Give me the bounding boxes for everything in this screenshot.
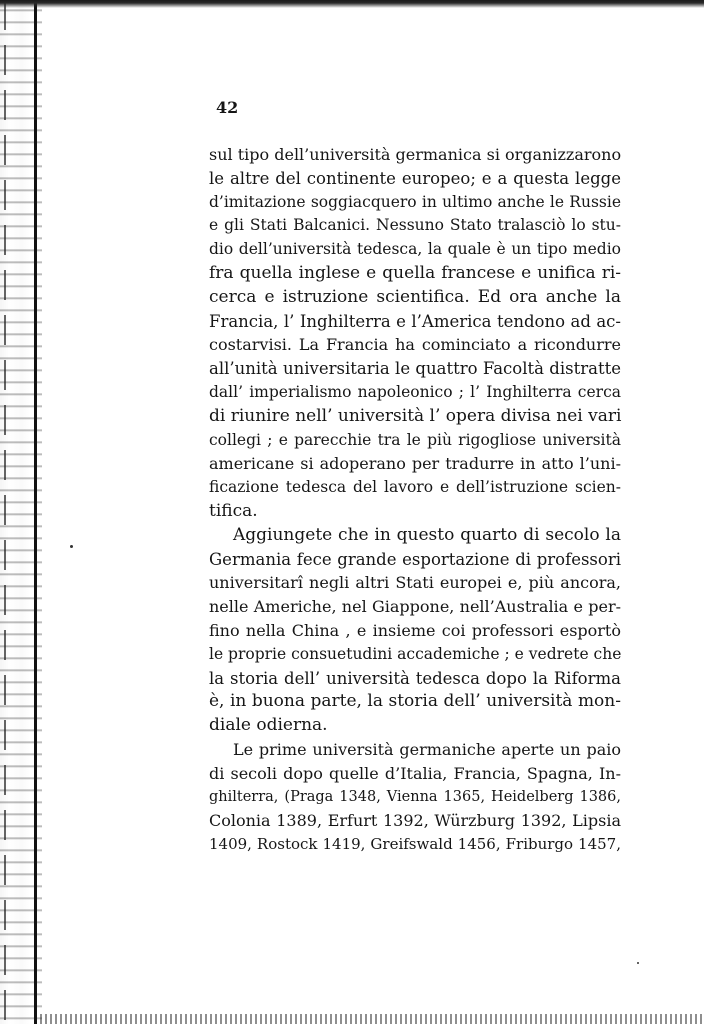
text-line: di riunire nell’ università l’ opera divisa nei vari <box>209 405 622 426</box>
text-line: 1409, Rostock 1419, Greifswald 1456, Friburgo 1457, <box>209 835 621 854</box>
text-line: tifica. <box>209 500 258 521</box>
text-line: Le prime università germaniche aperte un paio <box>233 739 621 759</box>
text-line: universitarî negli altri Stati europei e, più ancora, <box>209 573 621 593</box>
text-line: diale odierna. <box>209 715 328 736</box>
text-line: collegi ; e parecchie tra le più rigogliose università <box>209 430 621 449</box>
text-line: sul tipo dell’università germanica si organizzarono <box>209 145 622 164</box>
text-line: di secoli dopo quelle d’Italia, Francia, Spagna, In- <box>209 763 621 783</box>
text-line: fra quella inglese e quella francese e unifica ri- <box>209 262 621 283</box>
text-line: Aggiungete che in questo quarto di secolo la <box>233 524 621 545</box>
body-text <box>209 143 621 857</box>
text-line: cerca e istruzione scientifica. Ed ora anche la <box>209 286 621 307</box>
text-line: è, in buona parte, la storia dell’ università mon- <box>209 691 621 712</box>
text-line: dio dell’università tedesca, la quale è un tipo medio <box>209 240 621 259</box>
text-line: la storia dell’ università tedesca dopo la Riforma <box>209 668 621 688</box>
text-line: ficazione tedesca del lavoro e dell’istruzione scien- <box>209 478 621 497</box>
text-line: e gli Stati Balcanici. Nessuno Stato tralasciò lo stu- <box>209 216 621 235</box>
text-line: nelle Americhe, nel Giappone, nell’Australia e per- <box>209 597 621 617</box>
scan-bottom-edge <box>40 1014 704 1024</box>
text-line: americane si adoperano per tradurre in atto l’uni- <box>209 454 621 474</box>
text-line: le altre del continente europeo; e a questa legge <box>209 168 621 188</box>
text-line: Francia, l’ Inghilterra e l’America tendono ad ac- <box>209 311 621 331</box>
text-line: all’unità universitaria le quattro Facoltà distratte <box>209 359 621 379</box>
scan-edge-mark <box>4 0 6 1024</box>
text-line: le proprie consuetudini accademiche ; e vedrete che <box>209 644 622 663</box>
text-line: costarvisi. La Francia ha cominciato a ricondurre <box>209 335 621 355</box>
scan-top-edge <box>0 0 704 8</box>
text-line: dall’ imperialismo napoleonico ; l’ Inghilterra cerca <box>209 382 621 401</box>
text-line: Germania fece grande esportazione di professori <box>209 549 621 569</box>
scan-speck <box>70 545 73 548</box>
text-line: fino nella China , e insieme coi professori esportò <box>209 620 621 640</box>
text-line: ghilterra, (Praga 1348, Vienna 1365, Heidelberg 1386, <box>209 788 621 805</box>
text-line: d’imitazione soggiacquero in ultimo anche le Russie <box>209 192 621 211</box>
scan-gutter-line <box>34 0 37 1024</box>
text-line: Colonia 1389, Erfurt 1392, Würzburg 1392, Lipsia <box>209 811 621 831</box>
page-number: 42 <box>216 98 239 117</box>
scan-speck <box>637 962 639 964</box>
